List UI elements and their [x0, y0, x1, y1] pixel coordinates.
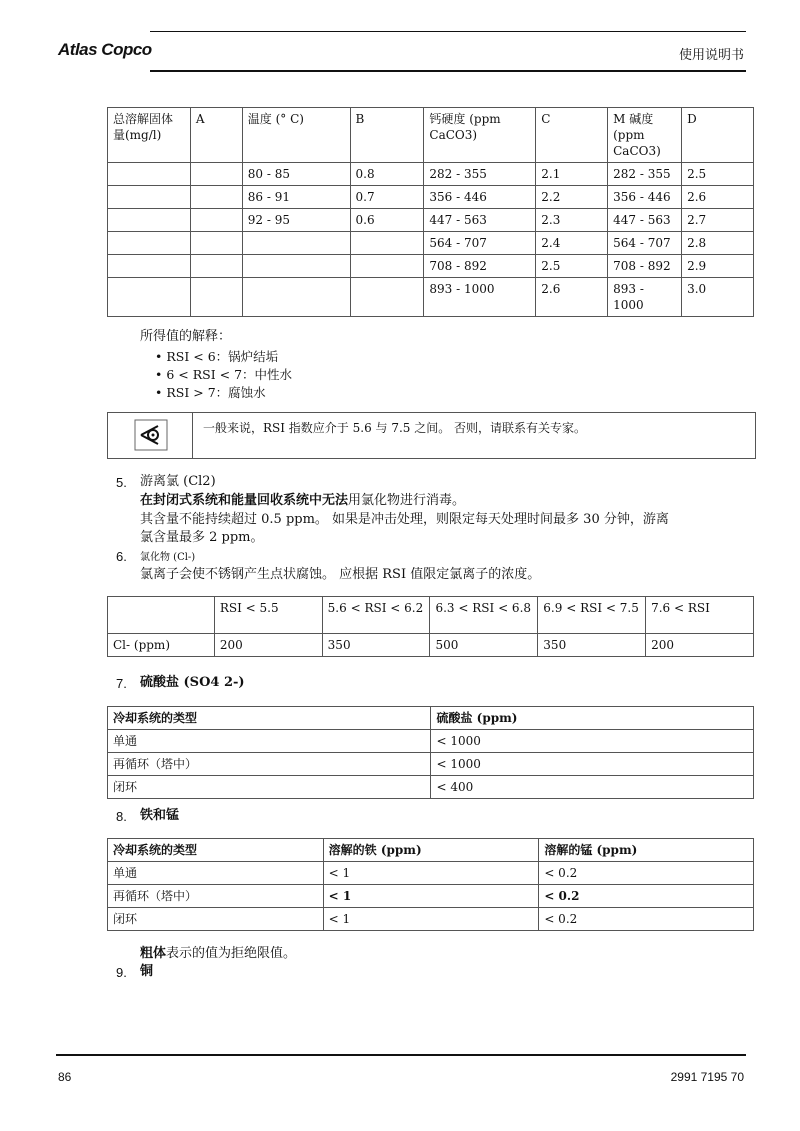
table-row: [108, 753, 754, 776]
table-row: [108, 255, 754, 278]
table-row: [108, 776, 754, 799]
table-cell: 350: [538, 634, 646, 657]
table-cell: [108, 186, 191, 209]
row-label: Cl- (ppm): [108, 634, 215, 657]
table-cell: 564 - 707: [424, 232, 536, 255]
table-cell: < 0.2: [539, 908, 754, 931]
table-cell: 356 - 446: [608, 186, 682, 209]
section-8-number: 8.: [116, 809, 127, 824]
chloride-table: [107, 596, 754, 657]
document-code: 2991 7195 70: [670, 1070, 744, 1084]
note-box: [107, 412, 756, 459]
section-5-title: 游离氯 (Cl2): [140, 474, 216, 489]
table-cell: 单通: [108, 730, 431, 753]
header-cell: 冷却系统的类型: [108, 839, 324, 862]
header-cell: 溶解的铁 (ppm): [323, 839, 539, 862]
bold-footnote: 粗体表示的值为拒绝限值。: [140, 946, 297, 961]
list-item: • RSI > 7：腐蚀水: [155, 385, 266, 400]
table-cell: [108, 232, 191, 255]
table-cell: [108, 278, 191, 317]
table-cell: [242, 278, 350, 317]
header-cell: 硫酸盐 (ppm): [431, 707, 754, 730]
header-top-rule: [150, 31, 746, 32]
table-cell: 2.6: [536, 278, 608, 317]
header-cell: 6.3 < RSI < 6.8: [430, 597, 538, 634]
table-cell: 0.7: [350, 186, 424, 209]
note-icon-cell: [108, 413, 193, 458]
table-cell: 356 - 446: [424, 186, 536, 209]
section-9-title: 铜: [140, 964, 154, 979]
table-cell: 350: [322, 634, 430, 657]
section-7-title: 硫酸盐 (SO4 2-): [140, 675, 245, 690]
table-cell: 2.2: [536, 186, 608, 209]
table-cell: < 1: [323, 885, 539, 908]
table-cell: < 1: [323, 908, 539, 931]
table-cell: 282 - 355: [608, 163, 682, 186]
table-cell: 200: [214, 634, 322, 657]
table-cell: 80 - 85: [242, 163, 350, 186]
table-cell: 2.6: [682, 186, 754, 209]
table-cell: < 1000: [431, 753, 754, 776]
table-cell: 200: [646, 634, 754, 657]
rsi-table: [107, 107, 754, 317]
table-cell: < 1: [323, 862, 539, 885]
header-cell: 溶解的锰 (ppm): [539, 839, 754, 862]
table-cell: 2.5: [682, 163, 754, 186]
section-5-line3: 氯含量最多 2 ppm。: [140, 530, 264, 545]
eye-icon: [108, 413, 192, 458]
header-cell: 温度 (° C): [242, 108, 350, 163]
table-cell: [350, 255, 424, 278]
header-cell: 7.6 < RSI: [646, 597, 754, 634]
table-cell: [190, 209, 242, 232]
table-cell: 2.8: [682, 232, 754, 255]
header-cell: C: [536, 108, 608, 163]
table-cell: < 1000: [431, 730, 754, 753]
table-cell: [242, 255, 350, 278]
table-cell: 0.6: [350, 209, 424, 232]
page-number: 86: [58, 1070, 72, 1084]
interpretation-title: 所得值的解释：: [140, 329, 232, 344]
table-row: [108, 597, 754, 634]
header-cell: [108, 597, 215, 634]
table-row: [108, 862, 754, 885]
table-cell: 708 - 892: [424, 255, 536, 278]
header-cell: 冷却系统的类型: [108, 707, 431, 730]
table-cell: 2.7: [682, 209, 754, 232]
table-row: [108, 209, 754, 232]
section-7-number: 7.: [116, 676, 127, 691]
table-cell: 2.9: [682, 255, 754, 278]
table-cell: [190, 163, 242, 186]
table-cell: 282 - 355: [424, 163, 536, 186]
table-cell: [190, 278, 242, 317]
table-cell: 闭环: [108, 776, 431, 799]
table-cell: 708 - 892: [608, 255, 682, 278]
section-9-number: 9.: [116, 965, 127, 980]
table-cell: [242, 232, 350, 255]
table-row: [108, 278, 754, 317]
section-5-number: 5.: [116, 475, 127, 490]
table-row: [108, 885, 754, 908]
section-5-line2: 其含量不能持续超过 0.5 ppm。 如果是冲击处理，则限定每天处理时间最多 30 分钟，游离: [140, 512, 669, 527]
table-cell: [190, 255, 242, 278]
table-cell: 564 - 707: [608, 232, 682, 255]
table-row: [108, 707, 754, 730]
interpretation-list: [155, 348, 292, 402]
list-item: • 6 < RSI < 7：中性水: [155, 367, 293, 382]
table-cell: 893 - 1000: [608, 278, 682, 317]
header-cell: A: [190, 108, 242, 163]
iron-manganese-table: [107, 838, 754, 931]
section-6-title: 氯化物 (Cl-): [140, 552, 196, 563]
note-text: 一般来说，RSI 指数应介于 5.6 与 7.5 之间。 否则，请联系有关专家。: [203, 421, 587, 435]
header-cell: RSI < 5.5: [214, 597, 322, 634]
table-cell: [350, 278, 424, 317]
header-cell: 总溶解固体量(mg/l): [108, 108, 191, 163]
table-row: [108, 730, 754, 753]
table-row: [108, 186, 754, 209]
table-cell: [190, 232, 242, 255]
table-row: [108, 634, 754, 657]
table-cell: 3.0: [682, 278, 754, 317]
atlas-copco-logo: Atlas Copco: [58, 40, 152, 59]
table-cell: 2.3: [536, 209, 608, 232]
header-cell: D: [682, 108, 754, 163]
table-cell: < 0.2: [539, 885, 754, 908]
table-cell: 再循环（塔中）: [108, 753, 431, 776]
table-cell: 447 - 563: [608, 209, 682, 232]
list-item: • RSI < 6：锅炉结垢: [155, 349, 279, 364]
table-cell: [108, 209, 191, 232]
section-6-number: 6.: [116, 549, 127, 564]
header-cell: 钙硬度 (ppm CaCO3): [424, 108, 536, 163]
table-cell: 闭环: [108, 908, 324, 931]
table-cell: 0.8: [350, 163, 424, 186]
section-6-text: 氯离子会使不锈钢产生点状腐蚀。 应根据 RSI 值限定氯离子的浓度。: [140, 567, 541, 582]
table-row: [108, 908, 754, 931]
header-cell: 6.9 < RSI < 7.5: [538, 597, 646, 634]
section-5-line1: 在封闭式系统和能量回收系统中无法用氯化物进行消毒。: [140, 493, 466, 508]
document-type: 使用说明书: [678, 47, 744, 62]
sulfate-table: [107, 706, 754, 799]
table-cell: 500: [430, 634, 538, 657]
table-cell: [108, 255, 191, 278]
rsi-table-header: [108, 108, 754, 163]
footer-rule: [56, 1054, 746, 1056]
table-cell: < 400: [431, 776, 754, 799]
table-row: [108, 163, 754, 186]
table-cell: 单通: [108, 862, 324, 885]
table-row: [108, 232, 754, 255]
table-cell: 2.5: [536, 255, 608, 278]
header-rule: [150, 70, 746, 72]
table-cell: 447 - 563: [424, 209, 536, 232]
table-cell: 92 - 95: [242, 209, 350, 232]
table-cell: 893 - 1000: [424, 278, 536, 317]
table-cell: 再循环（塔中）: [108, 885, 324, 908]
header-cell: 5.6 < RSI < 6.2: [322, 597, 430, 634]
header-cell: M 碱度 (ppm CaCO3): [608, 108, 682, 163]
table-cell: 2.4: [536, 232, 608, 255]
table-cell: < 0.2: [539, 862, 754, 885]
header-cell: B: [350, 108, 424, 163]
table-cell: [108, 163, 191, 186]
table-row: [108, 839, 754, 862]
section-8-title: 铁和锰: [140, 808, 180, 823]
table-cell: [190, 186, 242, 209]
table-cell: 86 - 91: [242, 186, 350, 209]
table-cell: [350, 232, 424, 255]
table-cell: 2.1: [536, 163, 608, 186]
